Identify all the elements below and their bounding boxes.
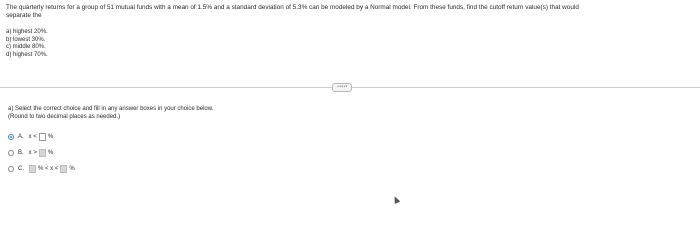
part-b: b) lowest 30%.: [6, 36, 46, 43]
part-d: d) highest 70%.: [6, 51, 48, 58]
choice-a-prefix: x <: [28, 134, 37, 140]
choice-b[interactable]: [8, 148, 76, 158]
choice-c-unit: %: [69, 166, 75, 172]
choice-c[interactable]: [8, 164, 76, 174]
part-a: a) highest 20%.: [6, 29, 48, 35]
choice-a-unit: %: [47, 134, 54, 140]
choice-a[interactable]: [8, 132, 76, 142]
choice-a-radio[interactable]: [8, 134, 14, 140]
mouse-cursor-icon: [392, 195, 400, 204]
section-divider: [0, 83, 700, 93]
choice-c-upper-box[interactable]: [60, 165, 67, 173]
question-line-1: The quarterly returns for a group of 51 mutual funds with a mean of 1.5% and a standard deviation of 5.3% can be modeled by a Normal model. From these funds, find the cutoff return value(s) that would: [6, 4, 579, 11]
part-c: c) middle 80%.: [6, 44, 46, 51]
question-line-2: separate the: [6, 12, 42, 20]
choice-b-answer-box[interactable]: [39, 149, 46, 157]
choice-b-unit: %: [47, 150, 54, 156]
choice-b-radio[interactable]: [8, 150, 14, 156]
expand-more-button[interactable]: • • • • •: [332, 83, 352, 92]
choice-c-letter: C.: [18, 166, 24, 172]
answer-choices: [8, 132, 76, 180]
choice-c-radio[interactable]: [8, 166, 14, 172]
choice-c-middle-text: % < x <: [38, 166, 59, 172]
instructions: [8, 106, 213, 121]
question-parts-list: [6, 29, 48, 59]
choice-b-letter: B.: [18, 150, 24, 156]
choice-b-prefix: x >: [28, 150, 37, 156]
choice-c-lower-box[interactable]: [29, 165, 36, 173]
instructions-line-1: a) Select the correct choice and fill in any answer boxes in your choice below.: [8, 106, 214, 112]
question-text: [6, 4, 696, 21]
choice-a-letter: A.: [18, 134, 24, 140]
choice-a-answer-box[interactable]: [39, 133, 46, 141]
instructions-line-2: (Round to two decimal places as needed.): [8, 113, 121, 120]
